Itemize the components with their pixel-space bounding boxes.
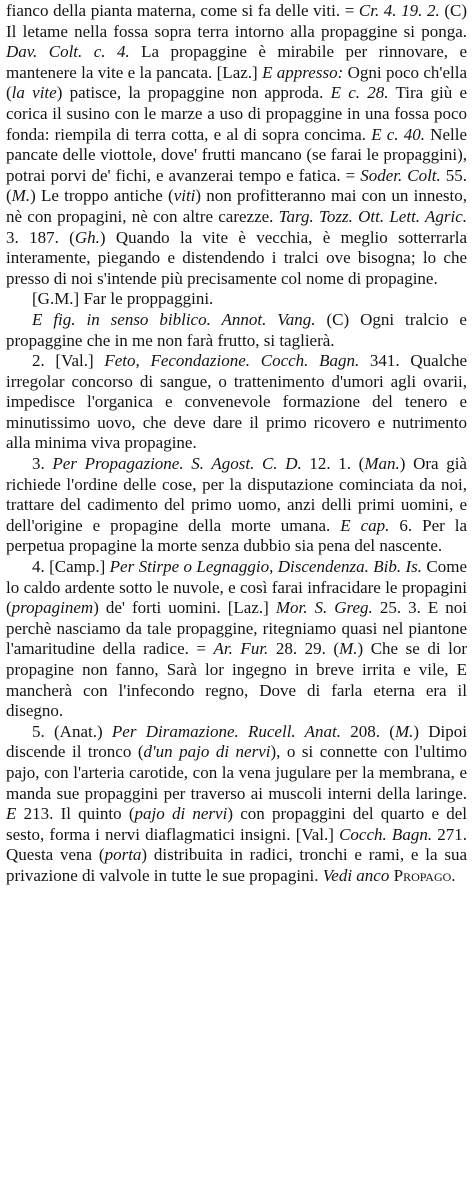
text-segment: 12. 1. ( — [301, 454, 365, 474]
entry-paragraph — [6, 310, 467, 351]
italic-segment: Targ. Tozz. Ott. Lett. Agric. — [278, 206, 468, 226]
italic-segment: Man. — [364, 454, 400, 474]
text-segment: 213. Il quinto ( — [16, 804, 135, 824]
italic-segment: Per Stirpe o Legnaggio, Discendenza. Bib. Is. — [109, 557, 423, 577]
entry-paragraph — [6, 454, 467, 557]
text-segment: 341. Qualche irregolar concorso di sangue, o trattenimento d'umori agli ovarii, impedisce l'organica e convenevole formazione del tenero e minutissimo uovo, che deve dare il primo ricovero e nutrimento alla minima viva propagine. — [6, 351, 468, 453]
italic-segment: Per Diramazione. Rucell. Anat. — [111, 721, 341, 741]
text-segment: (C) Il letame nella fossa sopra terra intorno alla propaggine si ponga. — [6, 1, 467, 41]
text-segment: 3. 187. ( — [6, 227, 75, 247]
text-segment: ) Dipoi discende il tronco ( — [6, 721, 468, 762]
italic-segment: Cr. 4. 19. 2. — [358, 1, 440, 20]
entry-paragraph — [6, 289, 467, 310]
text-segment: Come lo caldo ardente sotto le nuvole, e così farai infracidare le propagini ( — [6, 557, 467, 618]
text-segment: Nelle pancate delle viottole, dove' frutti mancano (se farai le propaggini), potrai porvi de' fichi, e avanzerai tempo e fatica. = — [6, 124, 467, 185]
italic-segment: M. — [339, 639, 358, 659]
text-segment: Tira giù e corica il susino con le marze a uso di propaggine in una fossa poco fonda: riempila di terra cotta, e al di sopra concima. — [6, 83, 468, 144]
text-segment: 28. 29. ( — [268, 639, 340, 659]
entry-paragraph — [6, 351, 467, 454]
text-segment: (C) Ogni tralcio e propaggine che in me non farà frutto, si taglierà. — [6, 309, 467, 350]
text-segment: ) patisce, la propaggine non approda. — [56, 83, 331, 103]
italic-segment: Cocch. Bagn. — [339, 824, 433, 844]
text-segment: 3. — [32, 454, 53, 474]
italic-segment: E fig. in senso biblico. Annot. Vang. — [32, 309, 316, 329]
text-segment: 4. [Camp.] — [32, 557, 110, 577]
text-segment: 25. 3. E noi perchè nasciamo da tale propaggine, ritegniamo quasi nel piantone l'amaritudine della radice. = — [6, 598, 467, 659]
text-segment: 55. ( — [6, 165, 468, 206]
italic-segment: Gh. — [74, 227, 100, 247]
text-segment: ) non profitteranno mai con un innesto, nè con propagini, nè con altre carezze. — [6, 186, 467, 226]
italic-segment: E — [6, 804, 17, 824]
entry-paragraph — [6, 722, 467, 887]
text-segment: fianco della pianta materna, come si fa delle viti. = — [6, 1, 359, 20]
italic-segment: Ar. Fur. — [213, 639, 269, 659]
italic-segment: la vite — [11, 83, 57, 103]
italic-segment: E c. 40. — [371, 124, 425, 144]
italic-segment: E appresso: — [262, 62, 344, 82]
italic-segment: M. — [394, 721, 414, 741]
text-segment: [G.M.] Far le proppaggini. — [32, 289, 214, 309]
italic-segment: propaginem — [11, 598, 94, 618]
italic-segment: E c. 28. — [330, 83, 389, 103]
entry-paragraph — [6, 557, 467, 722]
italic-segment: Feto, Fecondazione. Cocch. Bagn. — [104, 351, 360, 371]
text-segment: ) Quando la vite è vecchia, è meglio sotterrarla interamente, piegando e distendendo i tralci ove bisogna; lo che presso di noi s'intende più precisamente col nome di propagine. — [6, 227, 468, 288]
text-segment: 2. [Val.] — [32, 351, 105, 371]
italic-segment: porta — [104, 845, 142, 865]
text-segment: ), o si connette con l'ultimo pajo, con l'arteria carotide, con la vena jugulare per la membrana, e manda sue propaggini per traverso ai muscoli interni della laringe. — [6, 742, 468, 803]
italic-segment: Per Propagazione. S. Agost. C. D. — [52, 454, 302, 474]
text-segment: ) Ora già richiede l'ordine delle cose, per la disputazione cominciata da noi, trattare del cadimento del primo uomo, anzi delli primi uomini, e dell'origine e propagine della morte umana. — [6, 454, 467, 535]
text-segment: 208. ( — [341, 721, 395, 741]
italic-segment: Dav. Colt. c. 4. — [6, 42, 130, 62]
italic-segment: E cap. — [340, 515, 390, 535]
italic-segment: M. — [11, 186, 31, 206]
small-caps-segment: Propago. — [393, 865, 456, 885]
entry-paragraph — [6, 1, 467, 289]
italic-segment: pajo di nervi — [134, 804, 228, 824]
text-segment: 6. Per la perpetua propagine la morte senza dubbio sia pena del nascente. — [6, 515, 468, 556]
text-segment: ) distribuita in radici, tronchi e rami, e la sua privazione di valvole in tutte le sue propagini. — [6, 845, 467, 885]
italic-segment: Mor. S. Greg. — [275, 598, 373, 618]
text-segment: La propaggine è mirabile per rinnovare, e mantenere la vite e la pancata. [Laz.] — [6, 42, 467, 82]
text-segment: Ogni poco ch'ella ( — [6, 62, 467, 103]
italic-segment: d'un pajo di nervi — [143, 742, 271, 762]
text-segment: ) con propaggini del quarto e del sesto, forma i nervi diaflagmatici insigni. [Val.] — [6, 804, 467, 844]
italic-segment: Vedi anco — [322, 865, 390, 885]
text-segment: ) Che se di lor propagine non fanno, Sarà lor ingegno in breve irrita e vile, E mancherà con l'infecondo regno, Dove di farla eterna era il disegno. — [6, 639, 467, 721]
text-segment: ) Le troppo antiche ( — [30, 186, 174, 206]
text-segment: 5. (Anat.) — [32, 721, 112, 741]
italic-segment: Soder. Colt. — [360, 165, 441, 185]
italic-segment: viti — [173, 186, 196, 206]
text-segment: ) de' forti uomini. [Laz.] — [93, 598, 276, 618]
text-segment: 271. Questa vena ( — [6, 824, 467, 865]
